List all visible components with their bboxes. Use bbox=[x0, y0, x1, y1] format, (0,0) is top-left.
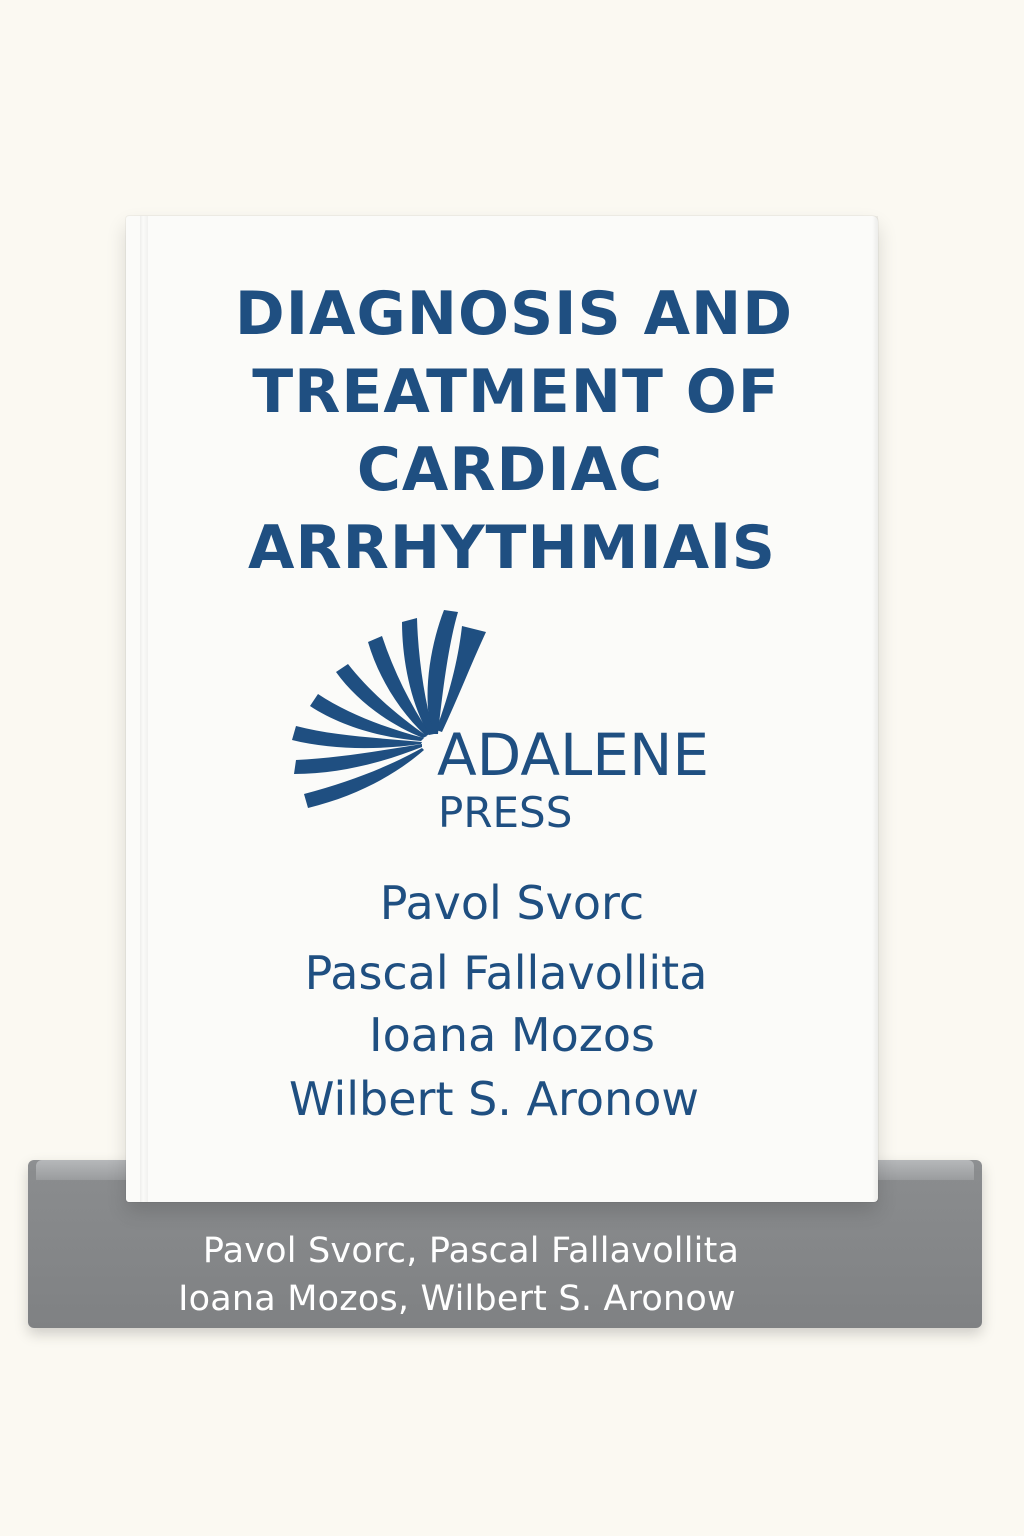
book-title-line-1: DIAGNOSIS AND bbox=[234, 279, 794, 349]
spine-text-line-2: Ioana Mozos, Wilbert S. Aronow bbox=[178, 1279, 736, 1319]
book-title-line-4: ARRHYTHMIAlS bbox=[248, 513, 776, 583]
publisher-name: ADALENE bbox=[437, 721, 709, 789]
author-1: Pavol Svorc bbox=[379, 876, 645, 930]
book-title-line-3: CARDIAC bbox=[356, 435, 664, 505]
book-title-line-2: TREATMENT OF bbox=[252, 357, 780, 427]
publisher-sub: PRESS bbox=[438, 788, 573, 837]
author-3: Ioana Mozos bbox=[369, 1008, 655, 1062]
author-4: Wilbert S. Aronow bbox=[289, 1072, 699, 1126]
author-2: Pascal Fallavollita bbox=[304, 946, 708, 1000]
spine-text-line-1: Pavol Svorc, Pascal Fallavollita bbox=[202, 1231, 740, 1271]
